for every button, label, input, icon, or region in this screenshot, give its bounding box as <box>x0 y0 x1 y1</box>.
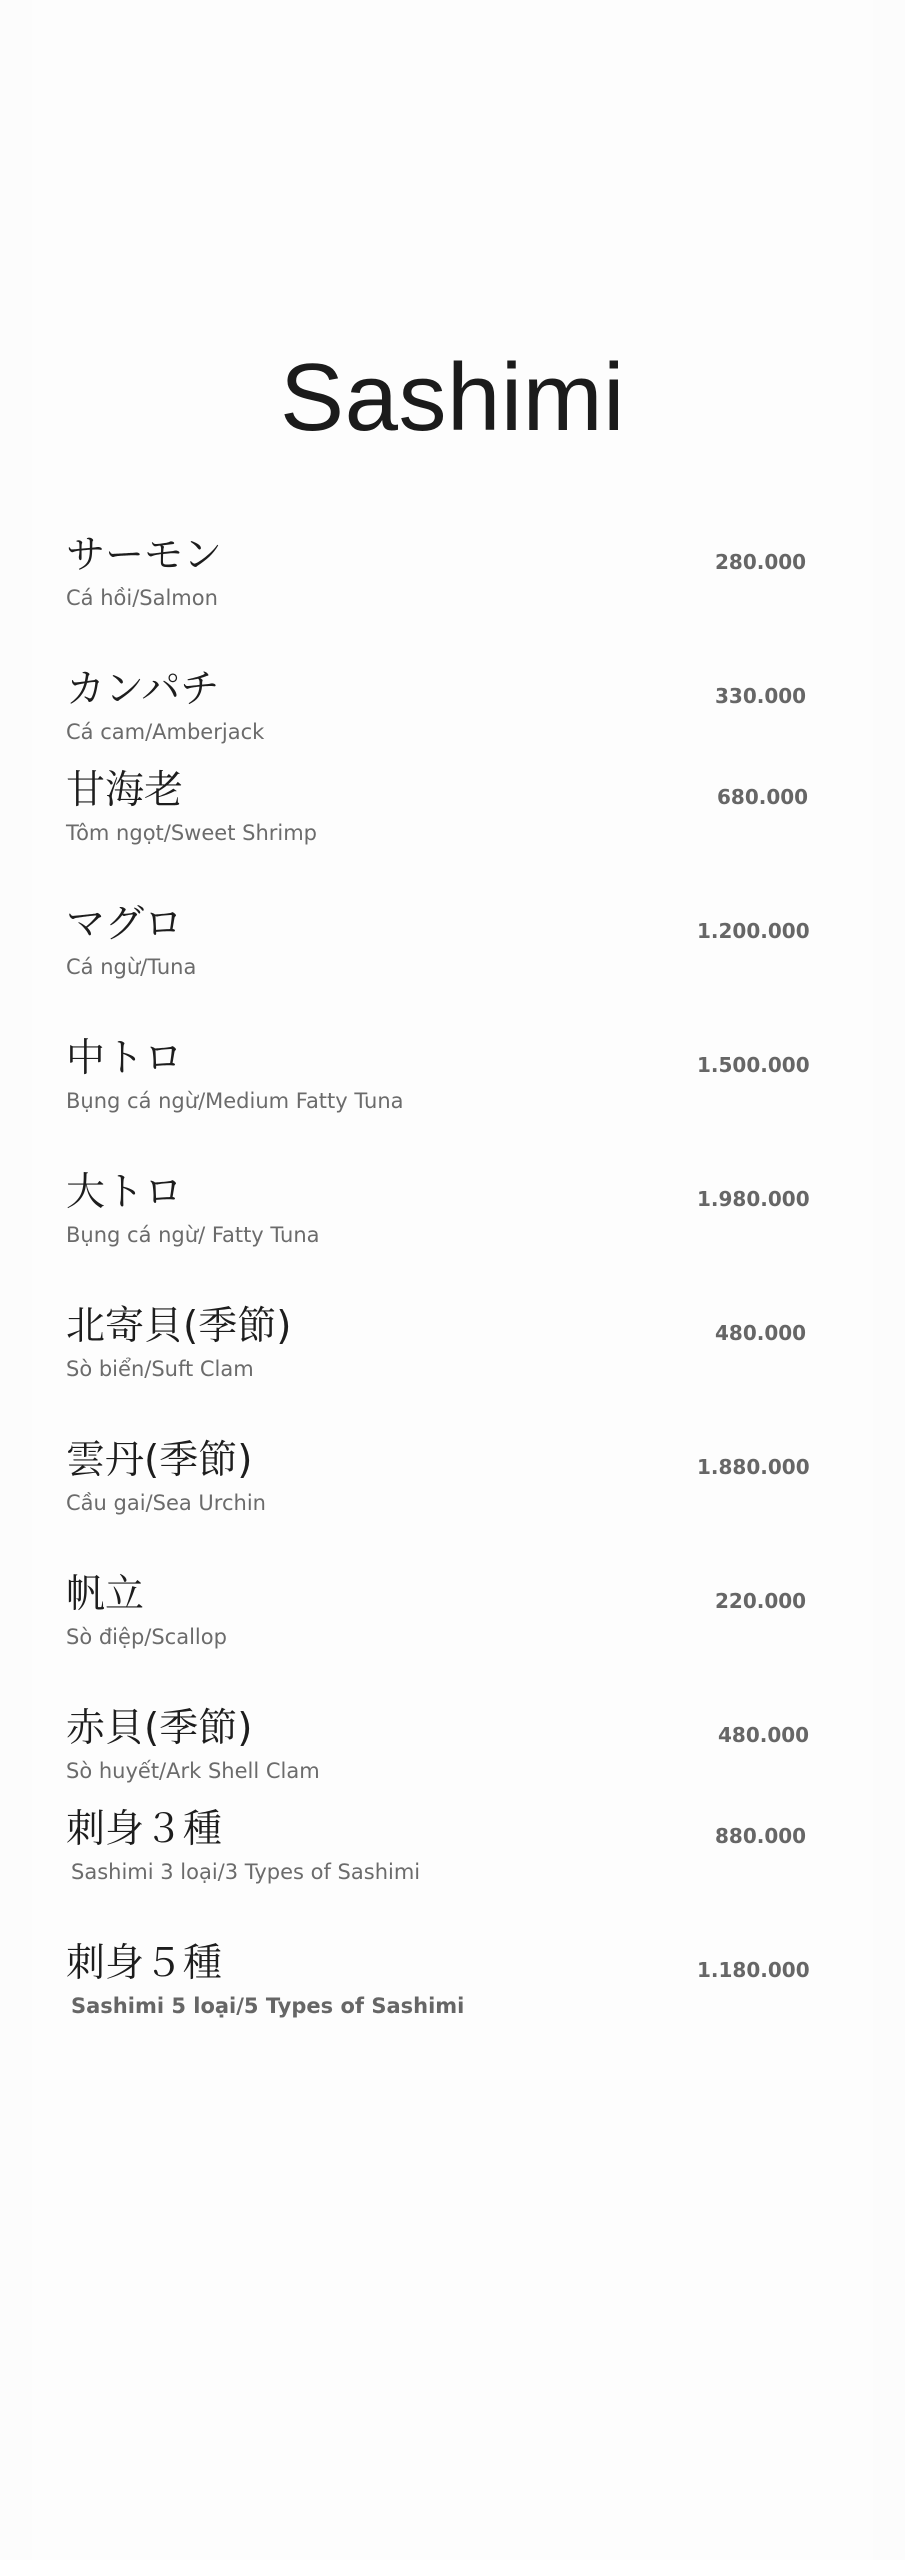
item-price: 480.000 <box>718 1723 810 1747</box>
item-price: 1.200.000 <box>697 919 810 943</box>
item-japanese-name: 大トロ <box>66 1170 184 1215</box>
item-price: 1.880.000 <box>697 1455 810 1479</box>
item-price: 220.000 <box>715 1589 807 1613</box>
item-japanese-name: カンパチ <box>66 667 220 712</box>
item-japanese-name: サーモン <box>66 533 223 578</box>
item-subtitle: Bụng cá ngừ/Medium Fatty Tuna <box>66 1089 404 1113</box>
item-price: 330.000 <box>715 684 807 708</box>
item-subtitle: Sashimi 5 loại/5 Types of Sashimi <box>71 1994 465 2018</box>
menu-item-medium-fatty-tuna <box>66 1035 810 1135</box>
item-price: 1.500.000 <box>697 1053 810 1077</box>
item-price: 1.180.000 <box>697 1958 810 1982</box>
menu-item-salmon <box>66 532 806 632</box>
item-japanese-name: 雲丹(季節) <box>66 1438 253 1483</box>
page-title: Sashimi <box>280 344 625 451</box>
item-japanese-name: 中トロ <box>66 1036 184 1081</box>
item-subtitle: Sò huyết/Ark Shell Clam <box>66 1759 320 1783</box>
item-japanese-name: 甘海老 <box>66 768 184 813</box>
menu-item-fatty-tuna <box>66 1169 810 1269</box>
item-subtitle: Sò biển/Suft Clam <box>66 1357 254 1381</box>
item-japanese-name: 北寄貝(季節) <box>66 1304 292 1349</box>
item-subtitle: Bụng cá ngừ/ Fatty Tuna <box>66 1223 320 1247</box>
item-subtitle: Sò điệp/Scallop <box>66 1625 227 1649</box>
item-price: 1.980.000 <box>697 1187 810 1211</box>
menu-item-surf-clam <box>66 1303 806 1403</box>
item-japanese-name: マグロ <box>66 902 184 947</box>
item-subtitle: Tôm ngọt/Sweet Shrimp <box>66 821 318 845</box>
item-price: 680.000 <box>717 785 809 809</box>
menu-item-scallop <box>66 1571 806 1671</box>
item-price: 480.000 <box>715 1321 807 1345</box>
item-japanese-name: 刺身３種 <box>66 1807 223 1852</box>
menu-item-sashimi-5 <box>66 1940 810 2040</box>
item-japanese-name: 赤貝(季節) <box>66 1706 253 1751</box>
item-japanese-name: 帆立 <box>66 1572 145 1617</box>
item-subtitle: Cá cam/Amberjack <box>66 720 265 744</box>
item-price: 880.000 <box>715 1824 807 1848</box>
menu-item-sashimi-3 <box>66 1806 806 1906</box>
item-subtitle: Cầu gai/Sea Urchin <box>66 1491 266 1515</box>
menu-item-amberjack <box>66 666 806 766</box>
menu-item-sea-urchin <box>66 1437 810 1537</box>
item-subtitle: Cá hồi/Salmon <box>66 586 218 610</box>
item-subtitle: Sashimi 3 loại/3 Types of Sashimi <box>71 1860 421 1884</box>
menu-item-sweet-shrimp <box>66 767 809 867</box>
item-subtitle: Cá ngừ/Tuna <box>66 955 197 979</box>
item-japanese-name: 刺身５種 <box>66 1941 223 1986</box>
menu-item-tuna <box>66 901 810 1001</box>
item-price: 280.000 <box>715 550 807 574</box>
menu-item-ark-shell-clam <box>66 1705 810 1805</box>
